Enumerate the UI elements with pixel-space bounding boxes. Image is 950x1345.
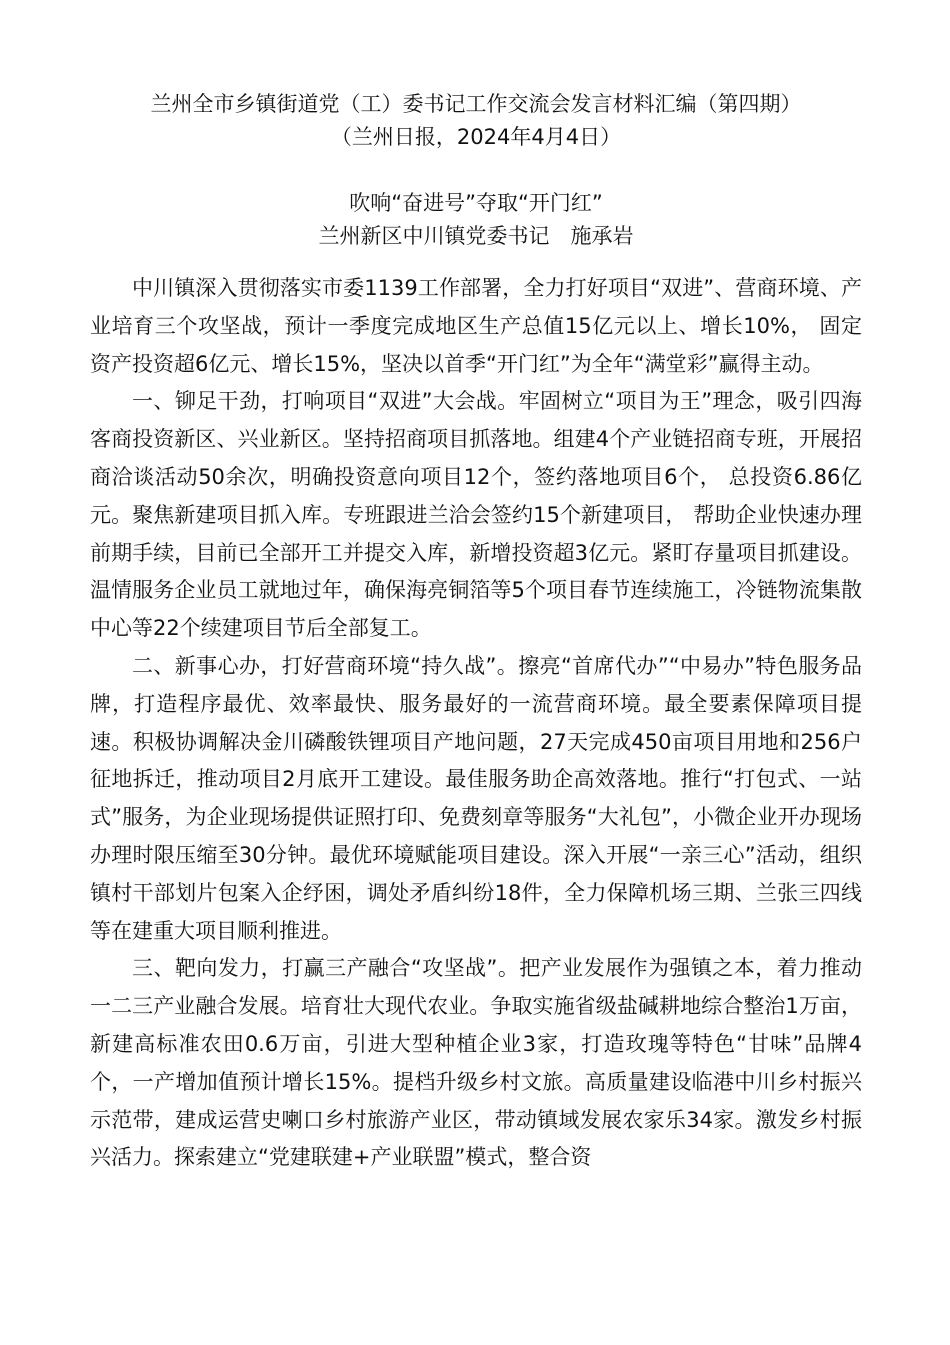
article-header bbox=[90, 187, 862, 253]
article-title: 吹响“奋进号”夺取“开门红” bbox=[349, 191, 603, 215]
paragraph-section-1: 一、铆足干劲，打响项目“双进”大会战。牢固树立“项目为王”理念，吸引四海客商投资新区、兴业新区。坚持招商项目抓落地。组建4个产业链招商专班，开展招商洽谈活动50余次，明确投资意向项目12个，签约落地项目6个， 总投资6.86亿元。聚焦新建项目抓入库。专班跟进兰洽会签约15个新建项目， 帮助企业快速办理前期手续，目前已全部开工并提交入库，新增投资超3亿元。紧盯存量项目抓建设。温情服务企业员工就地过年，确保海亮铜箔等5个项目春节连续施工，冷链物流集散中心等22个续建项目节后全部复工。 bbox=[90, 389, 862, 641]
paragraph-section-2: 二、新事心办，打好营商环境“持久战”。擦亮“首席代办”“中易办”特色服务品牌，打造程序最优、效率最快、服务最好的一流营商环境。最全要素保障项目提速。积极协调解决金川磷酸铁锂项目产地问题，27天完成450亩项目用地和256户征地拆迁，推动项目2月底开工建设。最佳服务助企高效落地。推行“打包式、一站式”服务，为企业现场提供证照打印、免费刻章等服务“大礼包”，小微企业开办现场办理时限压缩至30分钟。最优环境赋能项目建设。深入开展“一亲三心”活动，组织镇村干部划片包案入企纾困，调处矛盾纠纷18件，全力保障机场三期、兰张三四线等在建重大项目顺利推进。 bbox=[90, 653, 862, 943]
paragraph-intro: 中川镇深入贯彻落实市委1139工作部署，全力打好项目“双进”、营商环境、产业培育三个攻坚战，预计一季度完成地区生产总值15亿元以上、增长10%， 固定资产投资超6亿元、增长15%，坚决以首季“开门红”为全年“满堂彩”赢得主动。 bbox=[90, 276, 862, 376]
document-page bbox=[90, 88, 862, 1177]
spacer bbox=[90, 154, 862, 187]
source-line: （兰州日报，2024年4月4日） bbox=[330, 125, 622, 149]
article-author: 兰州新区中川镇党委书记 施承岩 bbox=[318, 224, 634, 248]
document-header bbox=[90, 88, 862, 154]
compilation-title: 兰州全市乡镇街道党（工）委书记工作交流会发言材料汇编（第四期） bbox=[150, 92, 802, 116]
paragraph-section-3: 三、靶向发力，打赢三产融合“攻坚战”。把产业发展作为强镇之本，着力推动一二三产业融合发展。培育壮大现代农业。争取实施省级盐碱耕地综合整治1万亩，新建高标准农田0.6万亩，引进大型种植企业3家，打造玫瑰等特色“甘味”品牌4个，一产增加值预计增长15%。提档升级乡村文旅。高质量建设临港中川乡村振兴示范带，建成运营史喇口乡村旅游产业区，带动镇域发展农家乐34家。激发乡村振兴活力。探索建立“党建联建+产业联盟”模式，整合资 bbox=[90, 956, 862, 1170]
article-body bbox=[90, 270, 862, 1177]
